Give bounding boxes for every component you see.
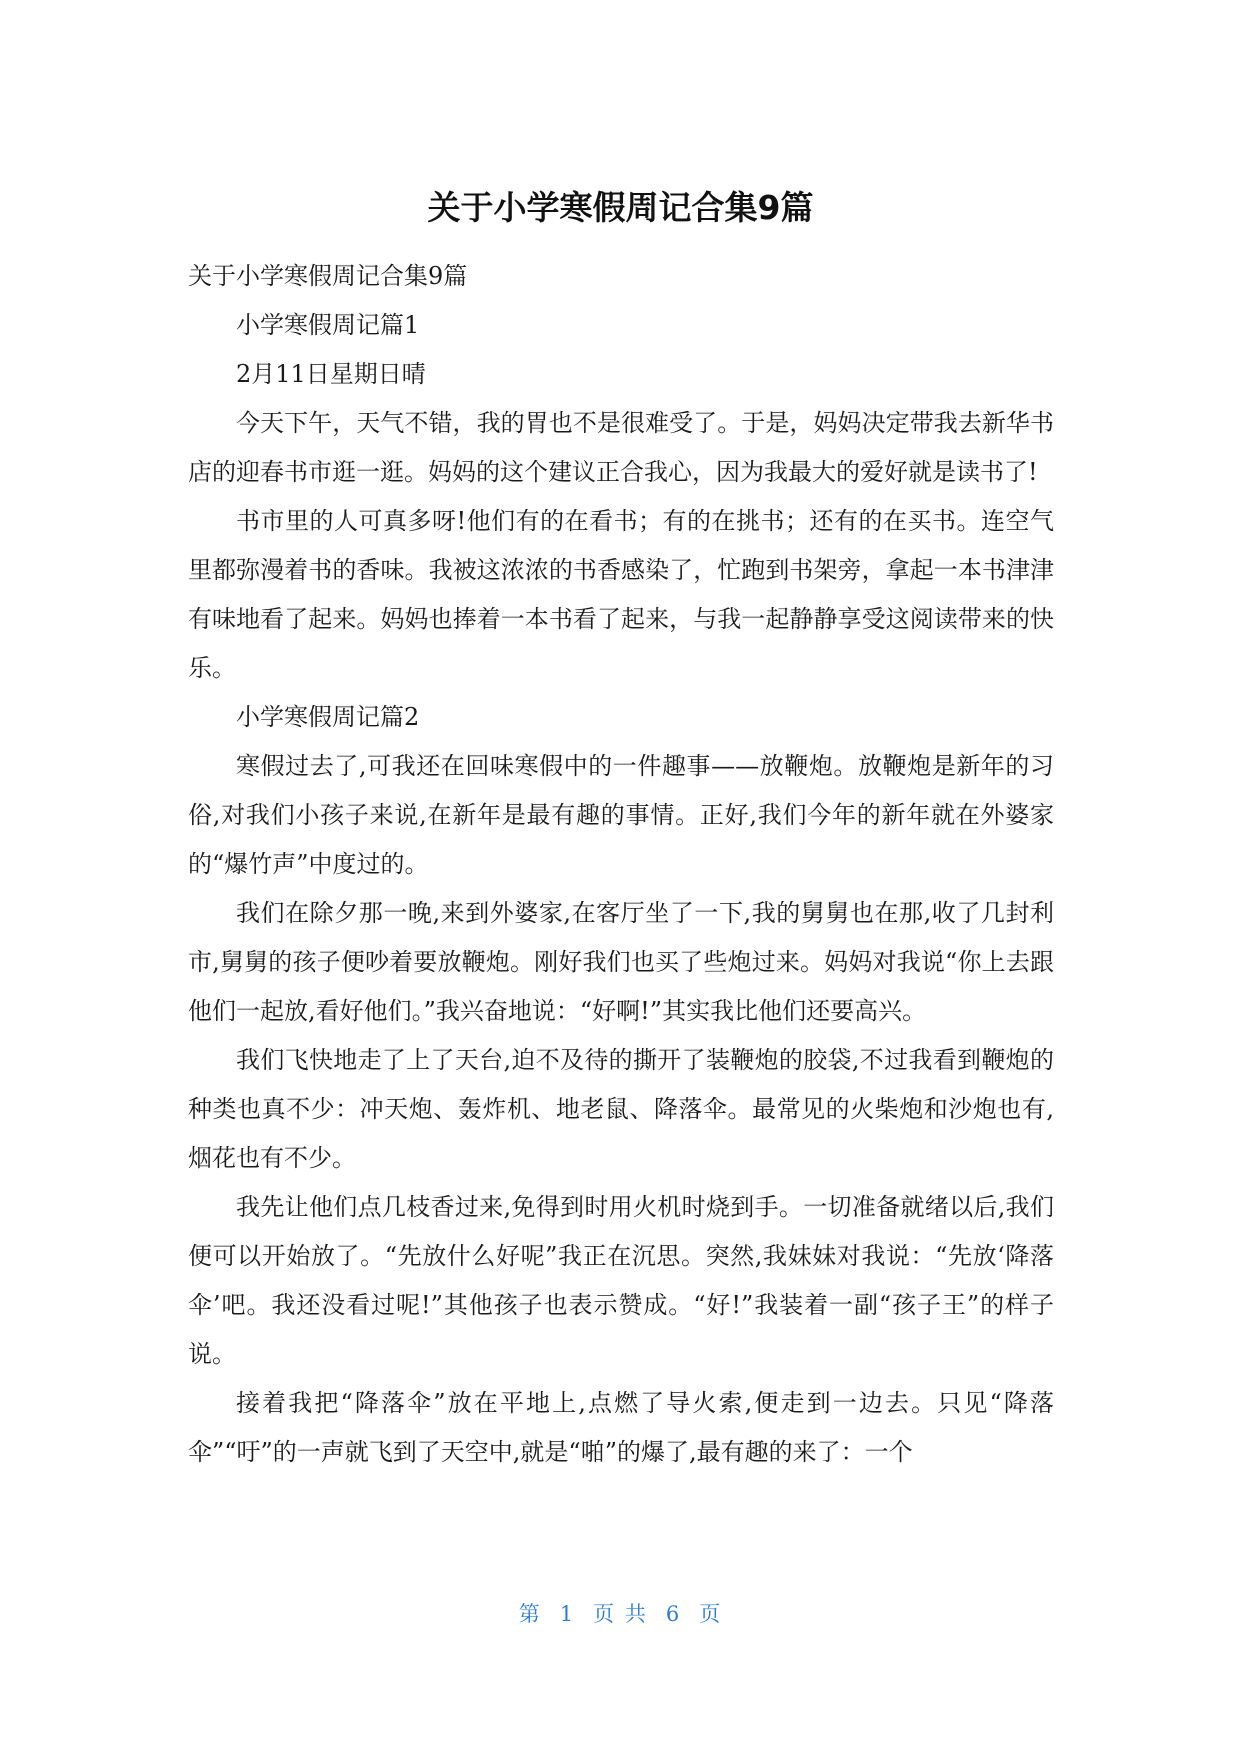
body-paragraph: 我们在除夕那一晚,来到外婆家,在客厅坐了一下,我的舅舅也在那,收了几封利市,舅舅的孩子便吵着要放鞭炮。刚好我们也买了些炮过来。妈妈对我说“你上去跟他们一起放,看好他们。”我兴奋地说：“好啊!”其实我比他们还要高兴。 xyxy=(188,899,1054,1025)
footer-page-label: 第 xyxy=(518,1602,542,1626)
section-heading-1: 小学寒假周记篇1 xyxy=(236,311,420,339)
footer-current-page: 1 xyxy=(559,1602,576,1626)
date-line: 2月11日星期日晴 xyxy=(236,360,426,388)
section-heading-2: 小学寒假周记篇2 xyxy=(236,703,420,731)
body-paragraph: 我先让他们点几枝香过来,免得到时用火机时烧到手。一切准备就绪以后,我们便可以开始放了。“先放什么好呢”我正在沉思。突然,我妹妹对我说：“先放‘降落伞’吧。我还没看过呢!”其他孩子也表示赞成。“好!”我装着一副“孩子王”的样子说。 xyxy=(188,1193,1054,1368)
body-paragraph: 接着我把“降落伞”放在平地上,点燃了导火索,便走到一边去。只见“降落伞”“吁”的一声就飞到了天空中,就是“啪”的爆了,最有趣的来了：一个 xyxy=(188,1389,1054,1466)
body-paragraph: 寒假过去了,可我还在回味寒假中的一件趣事——放鞭炮。放鞭炮是新年的习俗,对我们小孩子来说,在新年是最有趣的事情。正好,我们今年的新年就在外婆家的“爆竹声”中度过的。 xyxy=(188,752,1054,878)
body-paragraph: 我们飞快地走了上了天台,迫不及待的撕开了装鞭炮的胶袋,不过我看到鞭炮的种类也真不少：冲天炮、轰炸机、地老鼠、降落伞。最常见的火柴炮和沙炮也有,烟花也有不少。 xyxy=(188,1046,1054,1172)
footer-total-pages: 6 xyxy=(665,1602,682,1626)
footer-of-label: 页 共 xyxy=(593,1602,648,1626)
body-paragraph: 今天下午，天气不错，我的胃也不是很难受了。于是，妈妈决定带我去新华书店的迎春书市逛一逛。妈妈的这个建议正合我心，因为我最大的爱好就是读书了! xyxy=(188,409,1054,486)
body-paragraph: 书市里的人可真多呀!他们有的在看书；有的在挑书；还有的在买书。连空气里都弥漫着书的香味。我被这浓浓的书香感染了，忙跑到书架旁，拿起一本书津津有味地看了起来。妈妈也捧着一本书看了起来，与我一起静静享受这阅读带来的快乐。 xyxy=(188,507,1054,682)
page-footer xyxy=(0,1598,1241,1628)
document-body xyxy=(188,252,1054,1477)
footer-end-label: 页 xyxy=(699,1602,723,1626)
subtitle-paragraph: 关于小学寒假周记合集9篇 xyxy=(188,262,468,290)
document-title: 关于小学寒假周记合集9篇 xyxy=(427,188,814,227)
